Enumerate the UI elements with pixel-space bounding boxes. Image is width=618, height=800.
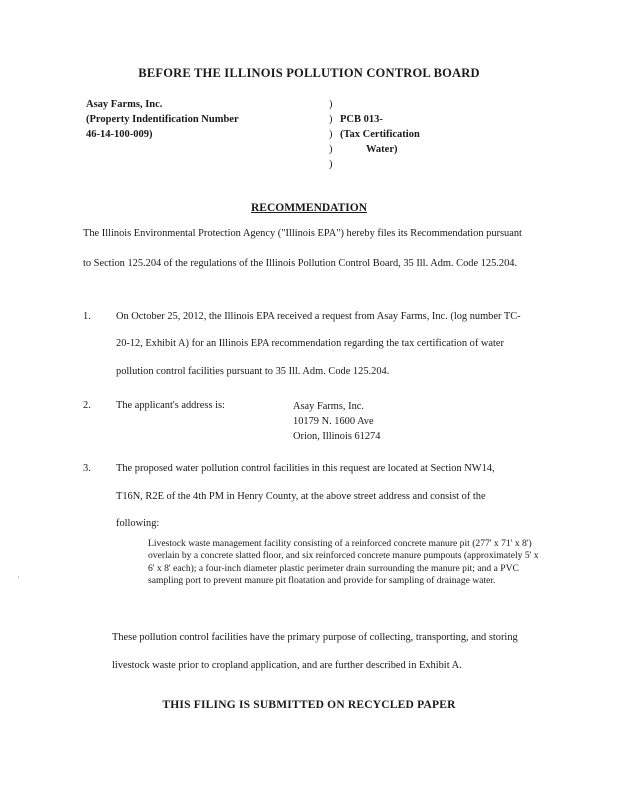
caption-paren: ) <box>329 129 333 140</box>
paragraph-3-number: 3. <box>83 463 91 474</box>
paragraph-1-number: 1. <box>83 311 91 322</box>
address-line-2: 10179 N. 1600 Ave <box>293 416 374 427</box>
paragraph-3-line-2: T16N, R2E of the 4th PM in Henry County, at the above street address and consist of the <box>116 491 486 502</box>
recommendation-heading: RECOMMENDATION <box>250 202 368 214</box>
case-subtype: Water) <box>366 144 398 155</box>
caption-left-line-1: Asay Farms, Inc. <box>86 99 163 110</box>
case-type: (Tax Certification <box>340 129 420 140</box>
paragraph-1-line-1: On October 25, 2012, the Illinois EPA received a request from Asay Farms, Inc. (log number TC- <box>116 311 521 322</box>
paragraph-2-label: The applicant's address is: <box>116 400 225 411</box>
paragraph-1-line-2: 20-12, Exhibit A) for an Illinois EPA recommendation regarding the tax certification of water <box>116 338 505 349</box>
page-title: BEFORE THE ILLINOIS POLLUTION CONTROL BOARD <box>138 66 480 80</box>
paragraph-2-number: 2. <box>83 400 91 411</box>
paragraph-3-line-3: following: <box>116 518 160 529</box>
margin-mark: · <box>17 573 20 582</box>
caption-paren: ) <box>329 99 333 110</box>
address-line-1: Asay Farms, Inc. <box>293 401 364 412</box>
caption-paren: ) <box>329 159 333 170</box>
intro-line-1: The Illinois Environmental Protection Agency ("Illinois EPA") hereby files its Recommendation pursuant <box>83 228 522 239</box>
address-line-3: Orion, Illinois 61274 <box>293 431 381 442</box>
recycled-paper-notice: THIS FILING IS SUBMITTED ON RECYCLED PAPER <box>162 699 456 711</box>
intro-line-2: to Section 125.204 of the regulations of the Illinois Pollution Control Board, 35 Ill. Adm. Code 125.204. <box>83 258 518 269</box>
paragraph-3-line-1: The proposed water pollution control facilities in this request are located at Section NW14, <box>116 463 495 474</box>
caption-left-line-3: 46-14-100-009) <box>86 129 153 140</box>
paragraph-1-line-3: pollution control facilities pursuant to 35 Ill. Adm. Code 125.204. <box>116 366 390 377</box>
caption-paren: ) <box>329 114 333 125</box>
caption-left-line-2: (Property Indentification Number <box>86 114 239 125</box>
closing-line-2: livestock waste prior to cropland application, and are further described in Exhibit A. <box>112 660 462 671</box>
case-number: PCB 013- <box>340 114 383 125</box>
caption-paren: ) <box>329 144 333 155</box>
closing-line-1: These pollution control facilities have the primary purpose of collecting, transporting, and storing <box>112 632 518 643</box>
facility-description: Livestock waste management facility consisting of a reinforced concrete manure pit (277' x 71' x 8') overlain by a concrete slatted floor, and six reinforced concrete manure pumpouts (approximately 5' x 6' x 8' each); a four-inch diameter plastic perimeter drain surrounding the manure pit; and a PVC sampling port to prevent manure pit floatation and provide for sampling of drainage water. <box>148 538 539 587</box>
